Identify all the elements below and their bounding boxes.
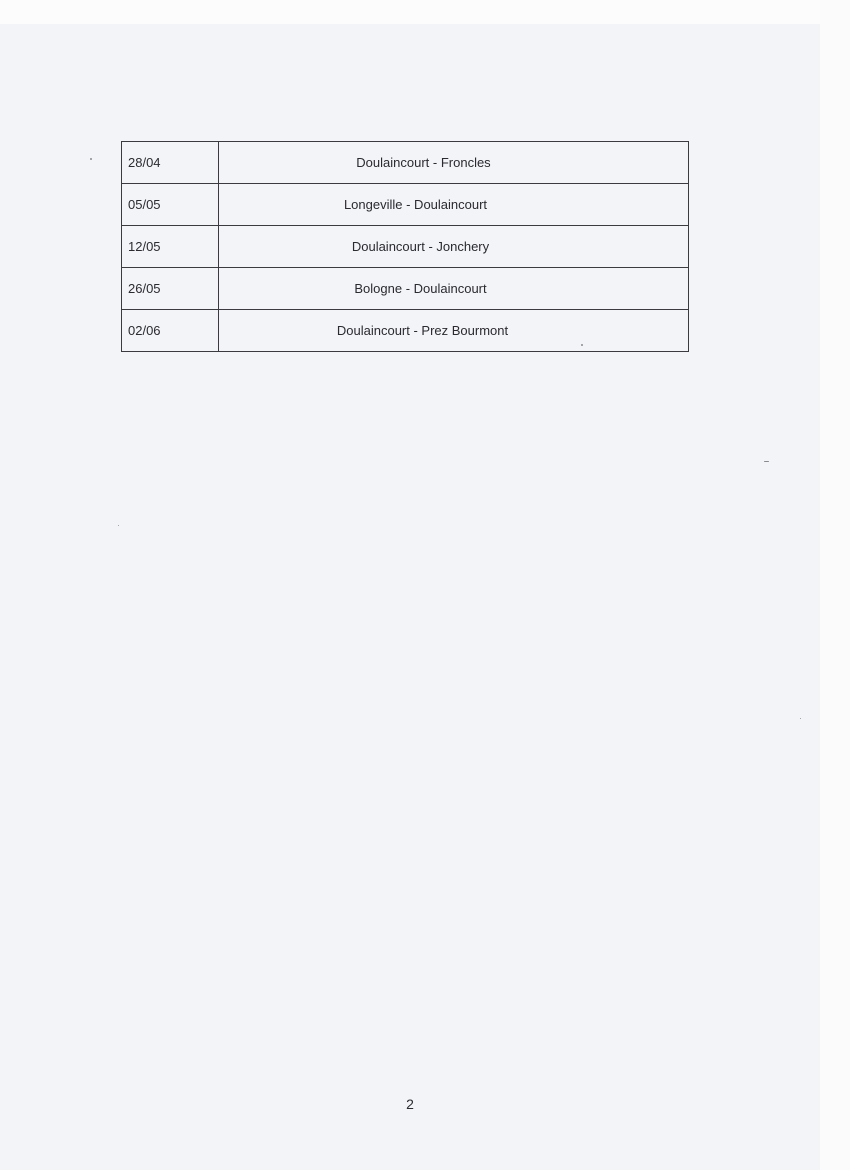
match-cell <box>219 226 689 268</box>
table-row <box>122 310 689 352</box>
match-cell <box>219 310 689 352</box>
date-cell: 28/04 <box>122 142 219 184</box>
match-cell <box>219 268 689 310</box>
scan-margin <box>820 0 850 1170</box>
document-page <box>0 24 820 1170</box>
match-cell <box>219 142 689 184</box>
match-label: Doulaincourt - Jonchery <box>351 239 490 254</box>
scan-speck <box>764 461 769 462</box>
table-row <box>122 226 689 268</box>
scan-speck <box>90 158 92 160</box>
page-number: 2 <box>406 1096 414 1112</box>
scan-speck <box>581 344 583 346</box>
date-cell: 12/05 <box>122 226 219 268</box>
match-cell <box>219 184 689 226</box>
match-label: Longeville - Doulaincourt <box>343 197 488 212</box>
scan-speck <box>800 718 801 719</box>
date-cell: 26/05 <box>122 268 219 310</box>
table-row <box>122 268 689 310</box>
table-row <box>122 184 689 226</box>
match-label: Doulaincourt - Prez Bourmont <box>336 323 509 338</box>
match-schedule-table <box>121 141 689 352</box>
table-row <box>122 142 689 184</box>
match-label: Doulaincourt - Froncles <box>356 155 491 170</box>
date-cell: 02/06 <box>122 310 219 352</box>
date-cell: 05/05 <box>122 184 219 226</box>
scan-speck <box>118 525 119 526</box>
match-label: Bologne - Doulaincourt <box>354 281 487 296</box>
